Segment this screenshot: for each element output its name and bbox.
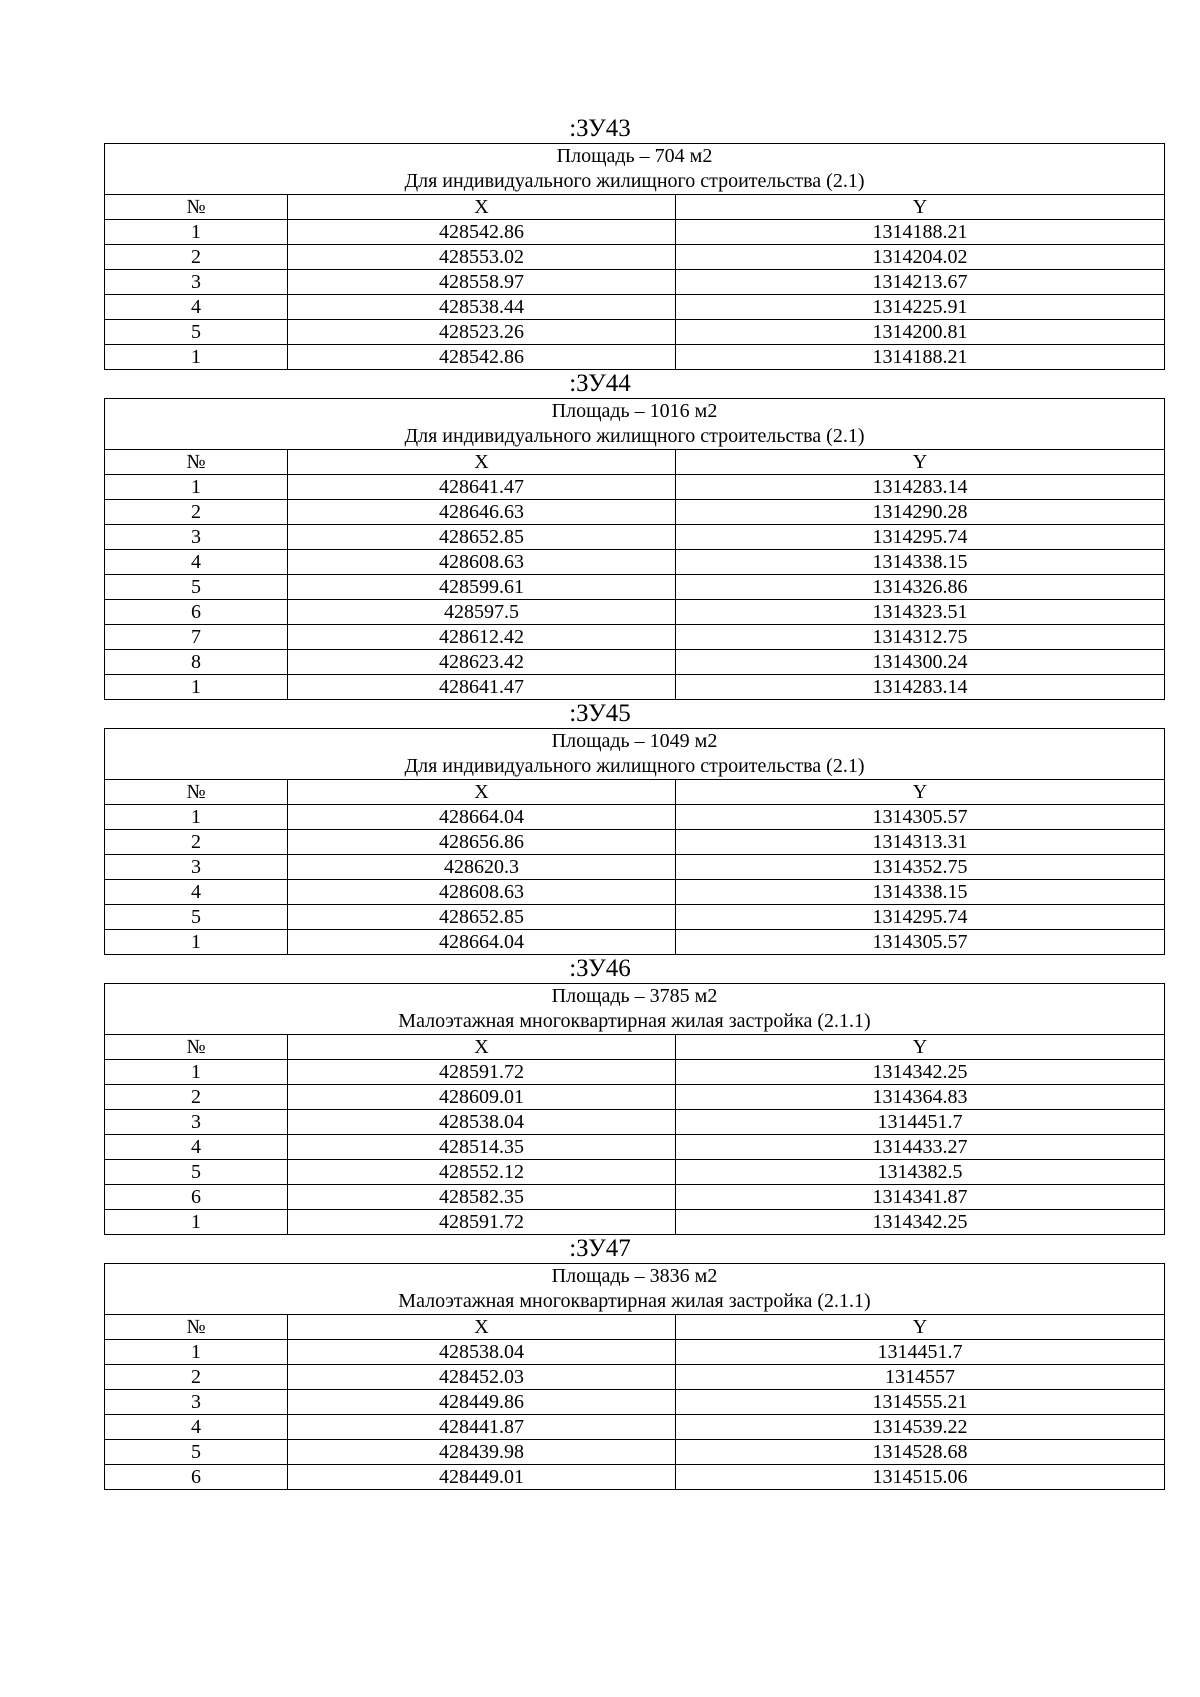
table-row bbox=[105, 1465, 1165, 1490]
x-coordinate: 428439.98 bbox=[288, 1440, 676, 1465]
y-coordinate: 1314300.24 bbox=[676, 650, 1165, 675]
x-coordinate: 428553.02 bbox=[288, 245, 676, 270]
table-header-row bbox=[105, 450, 1165, 475]
header-number: № bbox=[105, 780, 288, 805]
x-coordinate: 428664.04 bbox=[288, 805, 676, 830]
y-coordinate: 1314557 bbox=[676, 1365, 1165, 1390]
x-coordinate: 428449.01 bbox=[288, 1465, 676, 1490]
header-number: № bbox=[105, 1315, 288, 1340]
parcel-info-row bbox=[105, 729, 1165, 780]
header-x: X bbox=[288, 1315, 676, 1340]
point-number: 5 bbox=[105, 320, 288, 345]
coordinates-table bbox=[104, 983, 1165, 1235]
x-coordinate: 428538.04 bbox=[288, 1340, 676, 1365]
parcel-area: Площадь – 3836 м2 bbox=[551, 1265, 718, 1287]
y-coordinate: 1314283.14 bbox=[676, 675, 1165, 700]
x-coordinate: 428641.47 bbox=[288, 475, 676, 500]
table-row bbox=[105, 830, 1165, 855]
parcel-info-row bbox=[105, 399, 1165, 450]
document-page bbox=[0, 115, 1200, 1490]
header-y: Y bbox=[676, 450, 1165, 475]
x-coordinate: 428591.72 bbox=[288, 1060, 676, 1085]
x-coordinate: 428552.12 bbox=[288, 1160, 676, 1185]
x-coordinate: 428609.01 bbox=[288, 1085, 676, 1110]
y-coordinate: 1314451.7 bbox=[676, 1340, 1165, 1365]
table-row bbox=[105, 550, 1165, 575]
point-number: 3 bbox=[105, 525, 288, 550]
point-number: 4 bbox=[105, 550, 288, 575]
x-coordinate: 428449.86 bbox=[288, 1390, 676, 1415]
y-coordinate: 1314364.83 bbox=[676, 1085, 1165, 1110]
coordinates-table bbox=[104, 1263, 1165, 1490]
table-row bbox=[105, 525, 1165, 550]
parcel-info-cell bbox=[105, 144, 1165, 195]
header-number: № bbox=[105, 450, 288, 475]
parcel-info-cell bbox=[105, 984, 1165, 1035]
parcel-land-use: Малоэтажная многоквартирная жилая застройка (2.1.1) bbox=[398, 1290, 871, 1312]
y-coordinate: 1314295.74 bbox=[676, 905, 1165, 930]
parcel-info-cell bbox=[105, 399, 1165, 450]
y-coordinate: 1314204.02 bbox=[676, 245, 1165, 270]
header-number: № bbox=[105, 1035, 288, 1060]
parcel-land-use: Для индивидуального жилищного строительства (2.1) bbox=[404, 755, 865, 777]
x-coordinate: 428608.63 bbox=[288, 880, 676, 905]
table-row bbox=[105, 1365, 1165, 1390]
table-row bbox=[105, 1340, 1165, 1365]
table-row bbox=[105, 650, 1165, 675]
parcel-title: :ЗУ46 bbox=[569, 955, 631, 982]
parcel-info-row bbox=[105, 144, 1165, 195]
table-row bbox=[105, 220, 1165, 245]
point-number: 5 bbox=[105, 905, 288, 930]
parcel-land-use: Для индивидуального жилищного строительства (2.1) bbox=[404, 170, 865, 192]
parcel-area: Площадь – 1016 м2 bbox=[551, 400, 718, 422]
table-row bbox=[105, 270, 1165, 295]
table-row bbox=[105, 805, 1165, 830]
table-row bbox=[105, 1185, 1165, 1210]
table-row bbox=[105, 675, 1165, 700]
point-number: 5 bbox=[105, 1440, 288, 1465]
table-row bbox=[105, 245, 1165, 270]
parcel-info-cell bbox=[105, 729, 1165, 780]
header-y: Y bbox=[676, 780, 1165, 805]
point-number: 4 bbox=[105, 880, 288, 905]
y-coordinate: 1314539.22 bbox=[676, 1415, 1165, 1440]
header-x: X bbox=[288, 780, 676, 805]
y-coordinate: 1314528.68 bbox=[676, 1440, 1165, 1465]
point-number: 3 bbox=[105, 855, 288, 880]
point-number: 1 bbox=[105, 475, 288, 500]
table-row bbox=[105, 500, 1165, 525]
x-coordinate: 428599.61 bbox=[288, 575, 676, 600]
parcel-title: :ЗУ47 bbox=[569, 1235, 631, 1262]
header-y: Y bbox=[676, 1315, 1165, 1340]
y-coordinate: 1314305.57 bbox=[676, 805, 1165, 830]
parcel-area: Площадь – 1049 м2 bbox=[551, 730, 718, 752]
table-header-row bbox=[105, 195, 1165, 220]
point-number: 4 bbox=[105, 295, 288, 320]
table-row bbox=[105, 1440, 1165, 1465]
y-coordinate: 1314313.31 bbox=[676, 830, 1165, 855]
y-coordinate: 1314312.75 bbox=[676, 625, 1165, 650]
x-coordinate: 428652.85 bbox=[288, 905, 676, 930]
parcel-section bbox=[0, 1235, 1200, 1490]
table-header-row bbox=[105, 1035, 1165, 1060]
y-coordinate: 1314515.06 bbox=[676, 1465, 1165, 1490]
point-number: 6 bbox=[105, 1465, 288, 1490]
x-coordinate: 428646.63 bbox=[288, 500, 676, 525]
table-row bbox=[105, 625, 1165, 650]
y-coordinate: 1314290.28 bbox=[676, 500, 1165, 525]
x-coordinate: 428652.85 bbox=[288, 525, 676, 550]
x-coordinate: 428514.35 bbox=[288, 1135, 676, 1160]
point-number: 2 bbox=[105, 1365, 288, 1390]
parcel-section bbox=[0, 955, 1200, 1235]
point-number: 2 bbox=[105, 500, 288, 525]
table-row bbox=[105, 1390, 1165, 1415]
x-coordinate: 428523.26 bbox=[288, 320, 676, 345]
y-coordinate: 1314342.25 bbox=[676, 1060, 1165, 1085]
y-coordinate: 1314433.27 bbox=[676, 1135, 1165, 1160]
table-row bbox=[105, 1210, 1165, 1235]
y-coordinate: 1314200.81 bbox=[676, 320, 1165, 345]
parcel-title: :ЗУ44 bbox=[569, 370, 631, 397]
x-coordinate: 428538.04 bbox=[288, 1110, 676, 1135]
x-coordinate: 428538.44 bbox=[288, 295, 676, 320]
y-coordinate: 1314188.21 bbox=[676, 220, 1165, 245]
coordinates-table bbox=[104, 728, 1165, 955]
point-number: 4 bbox=[105, 1135, 288, 1160]
point-number: 2 bbox=[105, 245, 288, 270]
table-row bbox=[105, 345, 1165, 370]
x-coordinate: 428620.3 bbox=[288, 855, 676, 880]
x-coordinate: 428591.72 bbox=[288, 1210, 676, 1235]
header-y: Y bbox=[676, 195, 1165, 220]
parcel-info-cell bbox=[105, 1264, 1165, 1315]
point-number: 3 bbox=[105, 1390, 288, 1415]
parcel-section bbox=[0, 115, 1200, 370]
table-row bbox=[105, 880, 1165, 905]
y-coordinate: 1314305.57 bbox=[676, 930, 1165, 955]
y-coordinate: 1314555.21 bbox=[676, 1390, 1165, 1415]
x-coordinate: 428608.63 bbox=[288, 550, 676, 575]
x-coordinate: 428641.47 bbox=[288, 675, 676, 700]
table-row bbox=[105, 600, 1165, 625]
y-coordinate: 1314341.87 bbox=[676, 1185, 1165, 1210]
parcel-area: Площадь – 704 м2 bbox=[556, 145, 713, 167]
table-row bbox=[105, 575, 1165, 600]
y-coordinate: 1314451.7 bbox=[676, 1110, 1165, 1135]
point-number: 1 bbox=[105, 805, 288, 830]
y-coordinate: 1314283.14 bbox=[676, 475, 1165, 500]
x-coordinate: 428582.35 bbox=[288, 1185, 676, 1210]
parcel-section bbox=[0, 700, 1200, 955]
table-row bbox=[105, 1160, 1165, 1185]
header-number: № bbox=[105, 195, 288, 220]
table-header-row bbox=[105, 780, 1165, 805]
y-coordinate: 1314295.74 bbox=[676, 525, 1165, 550]
point-number: 1 bbox=[105, 1340, 288, 1365]
coordinates-table bbox=[104, 143, 1165, 370]
table-row bbox=[105, 1135, 1165, 1160]
point-number: 1 bbox=[105, 930, 288, 955]
table-row bbox=[105, 1415, 1165, 1440]
y-coordinate: 1314352.75 bbox=[676, 855, 1165, 880]
point-number: 7 bbox=[105, 625, 288, 650]
coordinates-table bbox=[104, 398, 1165, 700]
point-number: 1 bbox=[105, 1060, 288, 1085]
point-number: 4 bbox=[105, 1415, 288, 1440]
x-coordinate: 428542.86 bbox=[288, 220, 676, 245]
parcel-area: Площадь – 3785 м2 bbox=[551, 985, 718, 1007]
point-number: 3 bbox=[105, 270, 288, 295]
header-x: X bbox=[288, 450, 676, 475]
table-row bbox=[105, 295, 1165, 320]
parcel-title: :ЗУ45 bbox=[569, 700, 631, 727]
table-row bbox=[105, 1110, 1165, 1135]
point-number: 1 bbox=[105, 1210, 288, 1235]
point-number: 3 bbox=[105, 1110, 288, 1135]
y-coordinate: 1314326.86 bbox=[676, 575, 1165, 600]
y-coordinate: 1314323.51 bbox=[676, 600, 1165, 625]
point-number: 5 bbox=[105, 575, 288, 600]
header-x: X bbox=[288, 195, 676, 220]
y-coordinate: 1314225.91 bbox=[676, 295, 1165, 320]
x-coordinate: 428542.86 bbox=[288, 345, 676, 370]
x-coordinate: 428623.42 bbox=[288, 650, 676, 675]
x-coordinate: 428664.04 bbox=[288, 930, 676, 955]
parcel-info-row bbox=[105, 1264, 1165, 1315]
table-row bbox=[105, 855, 1165, 880]
point-number: 1 bbox=[105, 345, 288, 370]
point-number: 5 bbox=[105, 1160, 288, 1185]
point-number: 6 bbox=[105, 1185, 288, 1210]
x-coordinate: 428597.5 bbox=[288, 600, 676, 625]
y-coordinate: 1314213.67 bbox=[676, 270, 1165, 295]
table-row bbox=[105, 905, 1165, 930]
point-number: 8 bbox=[105, 650, 288, 675]
y-coordinate: 1314338.15 bbox=[676, 880, 1165, 905]
y-coordinate: 1314342.25 bbox=[676, 1210, 1165, 1235]
y-coordinate: 1314338.15 bbox=[676, 550, 1165, 575]
parcel-info-row bbox=[105, 984, 1165, 1035]
point-number: 2 bbox=[105, 830, 288, 855]
point-number: 2 bbox=[105, 1085, 288, 1110]
point-number: 6 bbox=[105, 600, 288, 625]
parcel-land-use: Для индивидуального жилищного строительства (2.1) bbox=[404, 425, 865, 447]
parcel-land-use: Малоэтажная многоквартирная жилая застройка (2.1.1) bbox=[398, 1010, 871, 1032]
point-number: 1 bbox=[105, 220, 288, 245]
header-y: Y bbox=[676, 1035, 1165, 1060]
table-row bbox=[105, 475, 1165, 500]
table-row bbox=[105, 930, 1165, 955]
table-row bbox=[105, 1060, 1165, 1085]
header-x: X bbox=[288, 1035, 676, 1060]
table-row bbox=[105, 1085, 1165, 1110]
x-coordinate: 428558.97 bbox=[288, 270, 676, 295]
table-header-row bbox=[105, 1315, 1165, 1340]
table-row bbox=[105, 320, 1165, 345]
parcel-section bbox=[0, 370, 1200, 700]
point-number: 1 bbox=[105, 675, 288, 700]
parcel-title: :ЗУ43 bbox=[569, 115, 631, 142]
x-coordinate: 428612.42 bbox=[288, 625, 676, 650]
y-coordinate: 1314382.5 bbox=[676, 1160, 1165, 1185]
x-coordinate: 428452.03 bbox=[288, 1365, 676, 1390]
x-coordinate: 428441.87 bbox=[288, 1415, 676, 1440]
y-coordinate: 1314188.21 bbox=[676, 345, 1165, 370]
x-coordinate: 428656.86 bbox=[288, 830, 676, 855]
